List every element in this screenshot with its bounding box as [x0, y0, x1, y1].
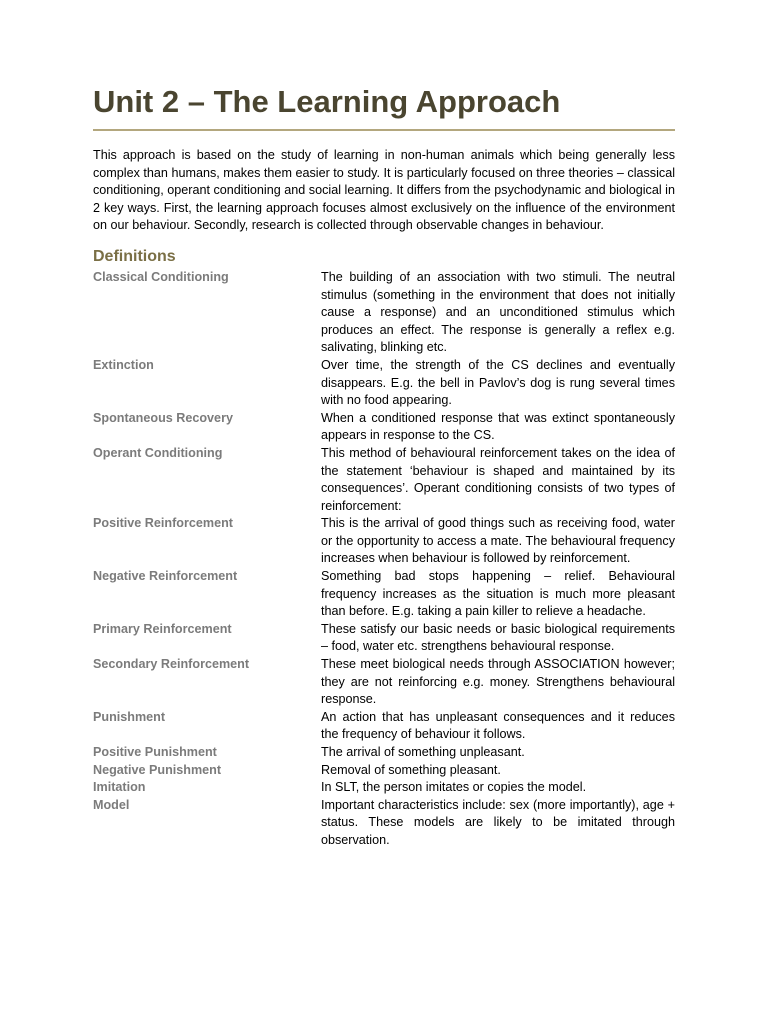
definition-text: This method of behavioural reinforcement takes on the idea of the statement ‘behaviour is shaped and maintained by its consequences’. Operant conditioning consists of two types of reinforcement: [321, 445, 675, 513]
definition-term: Spontaneous Recovery [93, 410, 233, 425]
definition-row [93, 515, 675, 568]
definition-row [93, 568, 675, 621]
definition-row [93, 269, 675, 357]
definition-row [93, 779, 675, 797]
definition-term: Negative Punishment [93, 762, 222, 777]
definition-term: Primary Reinforcement [93, 621, 232, 636]
definition-text: Important characteristics include: sex (more importantly), age + status. These models are likely to be imitated through observation. [321, 797, 675, 847]
definition-term: Secondary Reinforcement [93, 657, 250, 672]
definition-text: An action that has unpleasant consequences and it reduces the frequency of behaviour it follows. [321, 709, 675, 742]
definition-text: These satisfy our basic needs or basic biological requirements – food, water etc. strengthens behavioural response. [321, 621, 675, 654]
definition-text: These meet biological needs through ASSOCIATION however; they are not reinforcing e.g. money. Strengthens behavioural response. [321, 657, 675, 707]
document-page [93, 82, 675, 850]
definition-term: Punishment [93, 709, 166, 724]
definitions-list [93, 269, 675, 850]
title-underline [93, 129, 675, 131]
definition-row [93, 744, 675, 762]
definition-text: The building of an association with two stimuli. The neutral stimulus (something in the environment that does not initially cause a response) and an unconditioned stimulus which produces an effect. The response is generally a reflex e.g. salivating, blinking etc. [321, 269, 675, 355]
definition-row [93, 797, 675, 850]
definition-text: Something bad stops happening – relief. Behavioural frequency increases as the situation is much more pleasant than before. E.g. taking a pain killer to relieve a headache. [321, 569, 675, 619]
definition-row [93, 656, 675, 709]
page-title: Unit 2 – The Learning Approach [93, 84, 561, 119]
definition-term: Extinction [93, 357, 154, 372]
definition-row [93, 709, 675, 744]
definition-text: The arrival of something unpleasant. [321, 745, 525, 759]
definitions-heading: Definitions [93, 247, 176, 265]
definition-text: In SLT, the person imitates or copies the model. [321, 780, 587, 795]
definition-term: Positive Punishment [93, 745, 217, 759]
definition-term: Operant Conditioning [93, 445, 223, 460]
definition-term: Model [93, 797, 130, 812]
intro-paragraph: This approach is based on the study of learning in non-human animals which being generally less complex than humans, makes them easier to study. It is particularly focused on three theories – classical conditioning, operant conditioning and social learning. It differs from the psychodynamic and biological in 2 key ways. First, the learning approach focuses almost exclusively on the influence of the environment on our behaviour. Secondly, research is collected through observable changes in behaviour. [93, 148, 675, 233]
definition-term: Imitation [93, 780, 146, 795]
definition-text: Over time, the strength of the CS declines and eventually disappears. E.g. the bell in Pavlov’s dog is rung several times with no food appearing. [321, 357, 675, 408]
definition-row [93, 410, 675, 445]
definition-term: Classical Conditioning [93, 269, 229, 284]
definition-term: Positive Reinforcement [93, 516, 233, 531]
definition-term: Negative Reinforcement [93, 569, 238, 584]
definition-text: This is the arrival of good things such as receiving food, water or the opportunity to access a mate. The behavioural frequency increases when behaviour is followed by reinforcement. [321, 516, 675, 566]
definition-row [93, 357, 675, 410]
definition-row [93, 445, 675, 515]
definition-text: When a conditioned response that was extinct spontaneously appears in response to the CS. [321, 410, 675, 443]
definition-text: Removal of something pleasant. [321, 762, 501, 777]
definition-row [93, 762, 675, 780]
definition-row [93, 621, 675, 656]
